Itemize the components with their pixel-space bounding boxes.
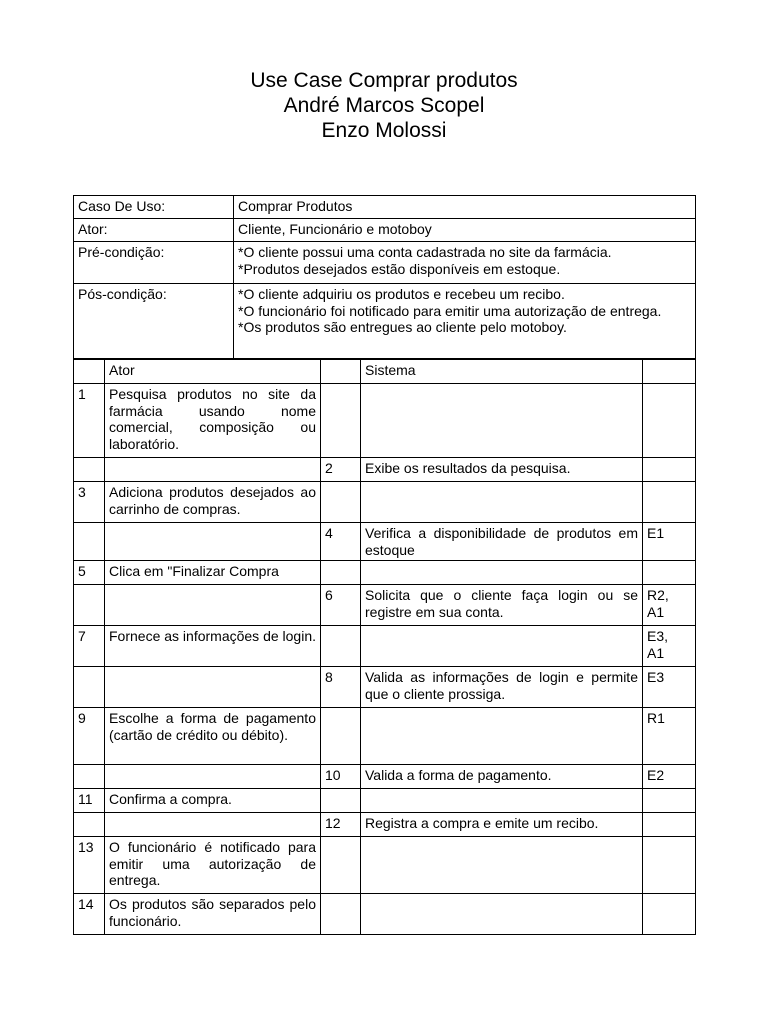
step-number-actor: 13 [74,837,105,894]
author-line: André Marcos Scopel [283,94,485,117]
actor-step-text: Fornece as informações de login. [105,626,321,667]
header-row-postcondition [74,284,696,359]
exception-reference: E3, A1 [643,626,696,667]
step-number-system: 4 [321,523,361,561]
system-step-text [361,837,643,894]
table-row [74,458,696,482]
exception-reference: R2, A1 [643,585,696,626]
step-number-actor: 11 [74,789,105,813]
system-step-text: Verifica a disponibilidade de produtos em estoque [361,523,643,561]
step-number-system [321,384,361,458]
actor-column-header: Ator [105,360,321,384]
step-number-actor: 1 [74,384,105,458]
header-label: Pré-condição: [74,242,234,284]
title-line: Use Case Comprar produtos [250,69,518,92]
system-step-text [361,708,643,765]
step-number-system [321,837,361,894]
step-number-system [321,561,361,585]
step-number-actor: 9 [74,708,105,765]
table-row [74,523,696,561]
table-row [74,894,696,935]
main-flow-table [73,359,696,935]
system-step-text: Valida a forma de pagamento. [361,765,643,789]
header-row-use-case [74,196,696,219]
actor-step-text: Escolhe a forma de pagamento (cartão de crédito ou débito). [105,708,321,765]
header-row-precondition [74,242,696,284]
system-step-text [361,626,643,667]
step-number-actor [74,523,105,561]
system-column-header: Sistema [361,360,643,384]
system-step-text: Registra a compra e emite um recibo. [361,813,643,837]
exception-reference [643,813,696,837]
step-number-system [321,789,361,813]
step-number-system: 6 [321,585,361,626]
table-row [74,561,696,585]
exception-reference: E2 [643,765,696,789]
header-label: Ator: [74,219,234,242]
step-number-actor [74,765,105,789]
exception-reference: R1 [643,708,696,765]
exception-reference [643,482,696,523]
table-row [74,765,696,789]
system-step-text [361,894,643,935]
system-step-text [361,482,643,523]
table-row [74,708,696,765]
system-step-text: Exibe os resultados da pesquisa. [361,458,643,482]
step-number-system: 10 [321,765,361,789]
use-case-header-table [73,195,696,359]
actor-step-text [105,667,321,708]
step-number-actor: 5 [74,561,105,585]
actor-step-text: Os produtos são separados pelo funcionário. [105,894,321,935]
actor-step-text: Pesquisa produtos no site da farmácia usando nome comercial, composição ou laboratório. [105,384,321,458]
exception-reference: E3 [643,667,696,708]
header-label: Caso De Uso: [74,196,234,219]
step-number-system: 2 [321,458,361,482]
actor-step-text: Adiciona produtos desejados ao carrinho de compras. [105,482,321,523]
exception-reference [643,458,696,482]
system-step-text [361,789,643,813]
actor-step-text: O funcionário é notificado para emitir uma autorização de entrega. [105,837,321,894]
exception-reference [643,384,696,458]
table-row [74,837,696,894]
header-label: Pós-condição: [74,284,234,359]
step-number-actor: 3 [74,482,105,523]
exception-reference [643,837,696,894]
step-number-actor [74,667,105,708]
table-row [74,482,696,523]
actor-step-text [105,765,321,789]
exception-reference: E1 [643,523,696,561]
table-row [74,585,696,626]
step-number-actor [74,458,105,482]
document-title [0,68,768,143]
flow-header-row [74,360,696,384]
actor-step-text: Clica em "Finalizar Compra [105,561,321,585]
step-number-system: 12 [321,813,361,837]
header-row-actor [74,219,696,242]
step-number-system [321,626,361,667]
actor-step-text [105,523,321,561]
header-value: Comprar Produtos [234,196,696,219]
system-step-text: Solicita que o cliente faça login ou se registre em sua conta. [361,585,643,626]
header-value: *O cliente adquiriu os produtos e recebeu um recibo. *O funcionário foi notificado para emitir uma autorização de entrega. *Os produtos são entregues ao cliente pelo motoboy. [234,284,696,359]
actor-step-text [105,585,321,626]
exception-reference [643,789,696,813]
step-number-actor: 14 [74,894,105,935]
table-row [74,813,696,837]
step-number-actor [74,585,105,626]
header-value: *O cliente possui uma conta cadastrada no site da farmácia. *Produtos desejados estão disponíveis em estoque. [234,242,696,284]
system-step-text [361,384,643,458]
exception-reference [643,561,696,585]
actor-step-text [105,458,321,482]
exception-reference [643,894,696,935]
table-row [74,667,696,708]
author-line: Enzo Molossi [321,119,447,142]
actor-step-text: Confirma a compra. [105,789,321,813]
header-value: Cliente, Funcionário e motoboy [234,219,696,242]
table-row [74,384,696,458]
step-number-system [321,894,361,935]
step-number-system: 8 [321,667,361,708]
step-number-actor: 7 [74,626,105,667]
system-step-text [361,561,643,585]
step-number-system [321,708,361,765]
table-row [74,789,696,813]
actor-step-text [105,813,321,837]
table-row [74,626,696,667]
step-number-actor [74,813,105,837]
system-step-text: Valida as informações de login e permite que o cliente prossiga. [361,667,643,708]
step-number-system [321,482,361,523]
